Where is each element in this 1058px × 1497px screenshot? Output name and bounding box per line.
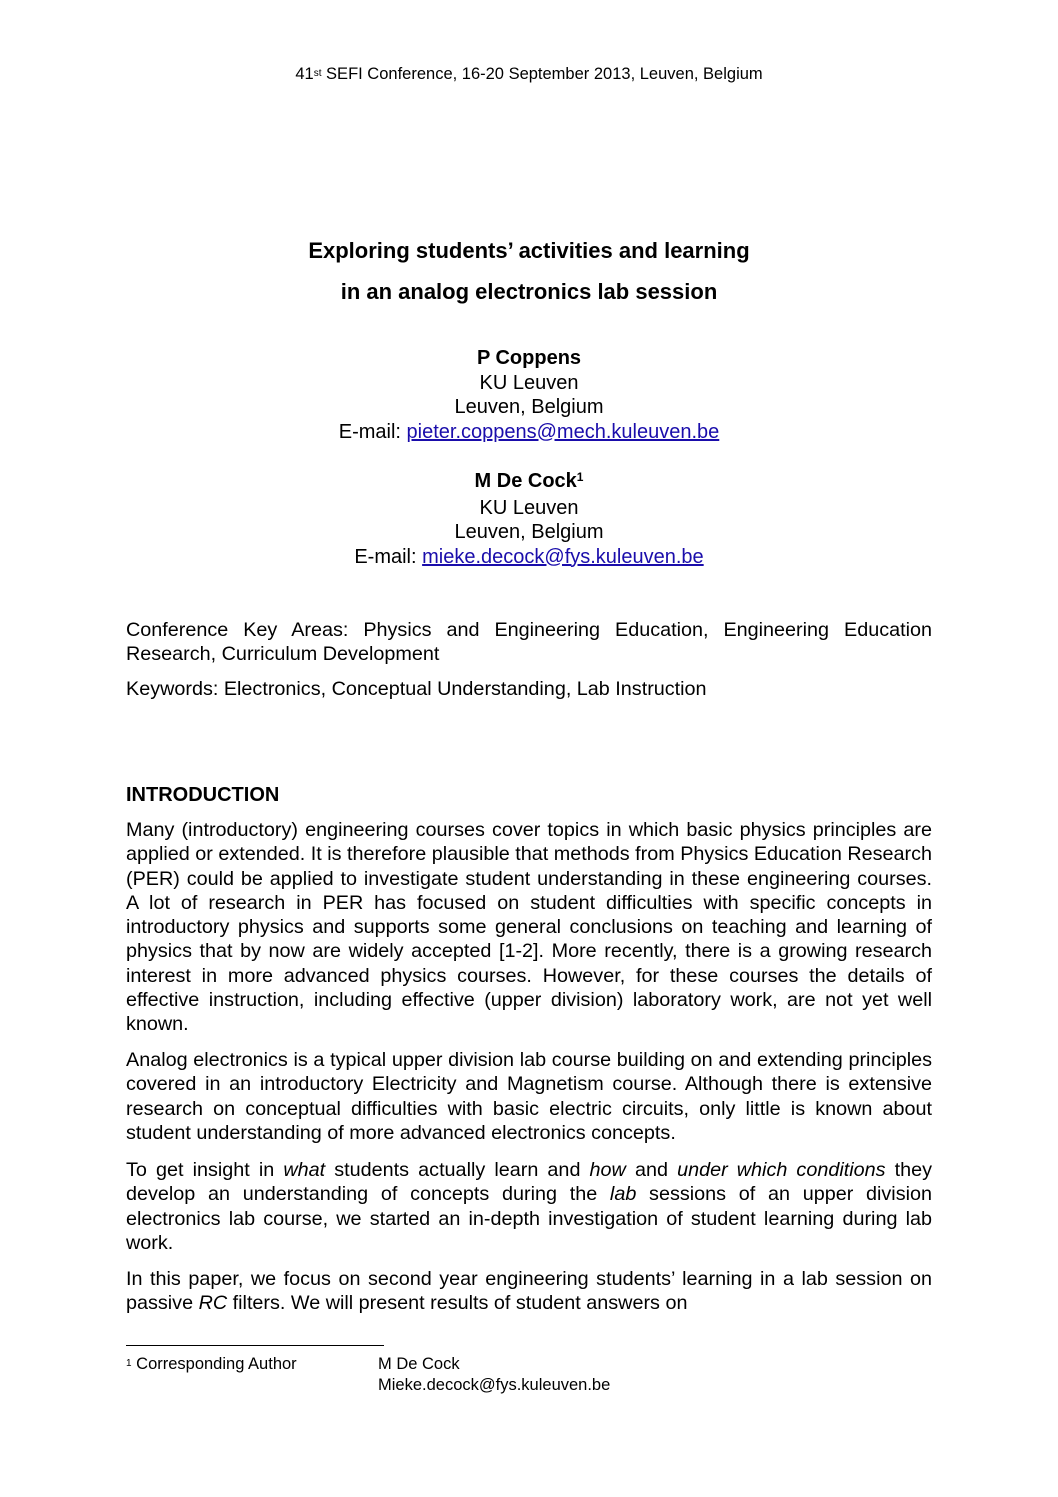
- conference-ordinal: 41: [295, 65, 314, 83]
- emphasis: how: [589, 1159, 626, 1181]
- footnote-mark: 1: [576, 470, 584, 484]
- footnote-name: M De Cock: [378, 1355, 460, 1373]
- text-run: filters. We will present results of student answers on: [227, 1292, 688, 1315]
- author-email-line: [0, 420, 1058, 445]
- email-label: E-mail:: [354, 545, 423, 568]
- keywords: Keywords: Electronics, Conceptual Understanding, Lab Instruction: [126, 678, 707, 700]
- paragraph: [126, 1267, 932, 1316]
- title-line-1: Exploring students’ activities and learning: [308, 238, 750, 263]
- author-name: [0, 469, 1058, 496]
- author-location: Leuven, Belgium: [454, 521, 604, 543]
- email-label: E-mail:: [338, 420, 407, 443]
- section-heading: INTRODUCTION: [126, 784, 280, 806]
- author-name: P Coppens: [476, 347, 582, 369]
- text-run: students actually learn and: [325, 1159, 590, 1181]
- paragraph-text: [126, 1158, 932, 1255]
- paragraph: [126, 1048, 932, 1145]
- conference-header: [0, 64, 1058, 87]
- author-email-line: [0, 545, 1058, 570]
- paper-title: [0, 230, 1058, 312]
- emphasis: lab: [609, 1183, 637, 1206]
- text-run: and: [625, 1159, 678, 1181]
- text-run: To get insight in: [126, 1159, 284, 1181]
- emphasis: RC: [198, 1292, 228, 1315]
- conference-key-areas: Conference Key Areas: Physics and Engineering Education, Engineering Education Research, Curriculum Development: [126, 619, 932, 666]
- footnote-label-text: Corresponding Author: [131, 1355, 297, 1373]
- paragraph-text: [126, 1267, 932, 1316]
- emphasis: under which conditions: [677, 1159, 886, 1181]
- author-email-link[interactable]: mieke.decock@fys.kuleuven.be: [422, 545, 704, 568]
- conference-header-text: SEFI Conference, 16-20 September 2013, Leuven, Belgium: [321, 65, 763, 83]
- paragraph-text: Analog electronics is a typical upper division lab course building on and extending principles covered in an introductory Electricity and Magnetism course. Although there is extensive research on conceptual difficulties with basic electric circuits, only little is known about student understanding of more advanced electronics concepts.: [126, 1049, 932, 1144]
- author-name-text: M De Cock: [474, 470, 577, 492]
- author-affiliation: KU Leuven: [479, 371, 579, 394]
- author-block-1: [0, 346, 1058, 444]
- text-run: In this paper, we focus on second year engineering students’ learning in a lab session on passive: [126, 1268, 932, 1315]
- paragraph-text: Many (introductory) engineering courses cover topics in which basic physics principles are applied or extended. It is therefore plausible that methods from Physics Education Research (PER) could be applied to investigate student understanding in these engineering courses. A lot of research in PER has focused on student difficulties with specific concepts in introductory physics and supports some general conclusions on teaching and learning of physics that by now are widely accepted [1-2]. More recently, there is a growing research interest in more advanced physics courses. However, for these courses the details of effective instruction, including effective (upper division) laboratory work, are not yet well known.: [126, 819, 932, 1036]
- paragraph: [126, 1158, 932, 1255]
- author-email-link[interactable]: pieter.coppens@mech.kuleuven.be: [406, 420, 720, 443]
- text-run: sessions of an upper division electronics lab course, we started an in-depth investigation of student learning during lab work.: [126, 1183, 932, 1254]
- footnote-email: Mieke.decock@fys.kuleuven.be: [378, 1376, 611, 1394]
- paragraph: [126, 818, 932, 1037]
- footnote-contact: [378, 1354, 610, 1396]
- author-block-2: [0, 469, 1058, 569]
- author-location: Leuven, Belgium: [454, 396, 604, 418]
- footnote-mark: 1: [126, 1358, 132, 1369]
- text-run: they develop an understanding of concepts during the: [126, 1159, 933, 1206]
- ordinal-suffix: st: [313, 68, 322, 79]
- emphasis: what: [283, 1159, 326, 1181]
- footnote-divider: [126, 1345, 384, 1346]
- footnote-label: [126, 1354, 297, 1377]
- title-line-2: in an analog electronics lab session: [340, 279, 718, 304]
- author-affiliation: KU Leuven: [479, 496, 579, 519]
